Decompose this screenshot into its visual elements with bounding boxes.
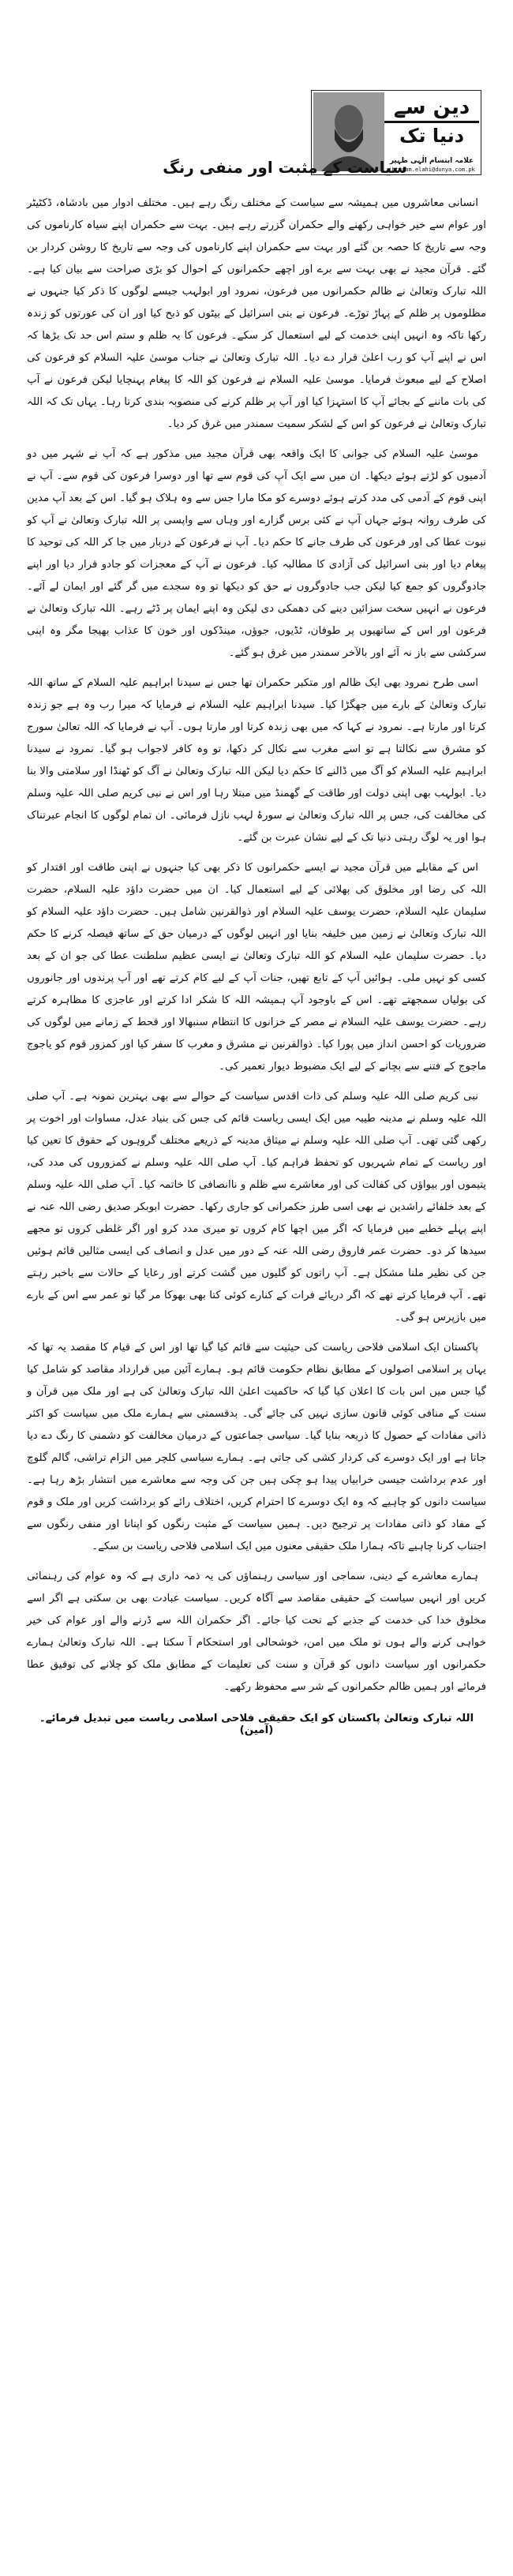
article-title: سیاست کے مثبت اور منفی رنگ: [163, 158, 407, 177]
article-closing: اللہ تبارک وتعالیٰ پاکستان کو ایک حقیقی فلاحی اسلامی ریاست میں تبدیل فرمائے۔ (آمین): [39, 1713, 474, 1736]
logo-line-top: دین سے: [393, 95, 470, 119]
logo-line-bottom: دنیا تک: [384, 121, 479, 145]
article-body: [27, 193, 486, 1698]
article-paragraph: انسانی معاشروں میں ہمیشہ سے سیاست کے مختلف رنگ رہے ہیں۔ مختلف ادوار میں بادشاہ، ڈکٹیٹر اور عوام سے خیر خواہی رکھنے والے حکمران گزرتے رہے ہیں۔ بہت سے حکمران اپنے سیاہ کارناموں کی وجہ سے تاریخ کا حصہ بن گئے اور بہت سے حکمران اپنے کارناموں کی وجہ سے تاریخ کا روشن کردار بن گئے۔ قرآن مجید نے بھی بہت سے برے اور اچھے حکمرانوں کے احوال کو بڑی صراحت سے بیان کیا ہے۔ اللہ تبارک وتعالیٰ نے ظالم حکمرانوں میں فرعون، نمرود اور ابولہب جیسے لوگوں کا ذکر کیا جنہوں نے مظلوموں پر ظلم کے پہاڑ توڑے۔ فرعون نے بنی اسرائیل کے بیٹوں کو ذبح کیا اور ان کی عورتوں کو زندہ رکھا تاکہ وہ انہیں اپنی خدمت کے لیے استعمال کر سکے۔ فرعون کا یہ ظلم و ستم اس حد تک بڑھا کہ اس نے اپنے آپ کو رب اعلیٰ قرار دے دیا۔ اللہ تبارک وتعالیٰ نے جناب موسیٰ علیہ السلام کو فرعون کی اصلاح کے لیے مبعوث فرمایا۔ موسیٰ علیہ السلام نے فرعون کو اللہ کا پیغام پہنچایا لیکن فرعون نے آپ کی بات ماننے کے بجائے آپ کا استہزا کیا اور آپ پر ظلم کرنے کی منصوبہ بندی کرتا رہا۔ یہاں تک کہ اللہ تبارک وتعالیٰ نے فرعون کو اس کے لشکر سمیت سمندر میں غرق کر دیا۔: [27, 197, 486, 430]
article-paragraph: موسیٰ علیہ السلام کی جوانی کا ایک واقعہ بھی قرآن مجید میں مذکور ہے کہ آپ نے شہر میں دو آدمیوں کو لڑتے ہوئے دیکھا۔ ان میں سے ایک آپ کی قوم سے تھا اور دوسرا فرعون کی قوم سے۔ آپ نے اپنی قوم کے آدمی کی مدد کرتے ہوئے دوسرے کو مکا مارا جس سے وہ ہلاک ہو گیا۔ اس کے بعد آپ مدین کی طرف روانہ ہوئے جہاں آپ نے کئی برس گزارے اور وہاں سے واپسی پر اللہ تبارک وتعالیٰ نے آپ کو نبوت عطا کی اور فرعون کی طرف جانے کا حکم دیا۔ آپ نے فرعون کے دربار میں جا کر اللہ کی توحید کا پیغام دیا اور بنی اسرائیل کی آزادی کا مطالبہ کیا۔ فرعون نے آپ کے معجزات کو جادو قرار دیا اور اپنے جادوگروں کو جمع کیا لیکن جب جادوگروں نے حق کو دیکھا تو وہ سجدے میں گر گئے اور ایمان لے آئے۔ فرعون نے انہیں سخت سزائیں دینے کی دھمکی دی لیکن وہ اپنے ایمان پر ڈٹے رہے۔ اللہ تبارک وتعالیٰ نے فرعون اور اس کے ساتھیوں پر طوفان، ٹڈیوں، جوؤں، مینڈکوں اور خون کا عذاب بھیجا مگر وہ اپنی سرکشی سے باز نہ آئے اور بالآخر سمندر میں غرق ہو گئے۔: [27, 448, 486, 659]
article-paragraph: نبی کریم صلی اللہ علیہ وسلم کی ذات اقدس سیاست کے حوالے سے بھی بہترین نمونہ ہے۔ آپ صلی اللہ علیہ وسلم نے مدینہ طیبہ میں ایک ایسی ریاست قائم کی جس کی بنیاد عدل، مساوات اور اخوت پر رکھی گئی تھی۔ آپ صلی اللہ علیہ وسلم نے میثاق مدینہ کے ذریعے مختلف گروہوں کے حقوق کا تعین کیا اور ریاست کے تمام شہریوں کو تحفظ فراہم کیا۔ آپ صلی اللہ علیہ وسلم نے کمزوروں کی مدد کی، یتیموں اور بیواؤں کی کفالت کی اور معاشرے سے ظلم و ناانصافی کا خاتمہ کیا۔ آپ صلی اللہ علیہ وسلم کے بعد خلفائے راشدین نے بھی اسی طرز حکمرانی کو جاری رکھا۔ حضرت ابوبکر صدیق رضی اللہ عنہ نے اپنے پہلے خطبے میں فرمایا کہ اگر میں اچھا کام کروں تو میری مدد کرو اور اگر غلطی کروں تو مجھے سیدھا کر دو۔ حضرت عمر فاروق رضی اللہ عنہ کے دور میں عدل و انصاف کی ایسی مثالیں قائم ہوئیں جن کی نظیر ملنا مشکل ہے۔ آپ راتوں کو گلیوں میں گشت کرتے اور رعایا کے حالات سے باخبر رہتے تھے۔ آپ فرمایا کرتے تھے کہ اگر دریائے فرات کے کنارے کوئی کتا بھی بھوکا مر گیا تو عمر سے اس کے بارے میں بازپرس ہو گی۔: [27, 1091, 486, 1324]
article-paragraph: اس کے مقابلے میں قرآن مجید نے ایسے حکمرانوں کا ذکر بھی کیا جنہوں نے اپنی طاقت اور اقتدار کو اللہ کی رضا اور مخلوق کی بھلائی کے لیے استعمال کیا۔ ان میں حضرت داؤد علیہ السلام، حضرت سلیمان علیہ السلام، حضرت یوسف علیہ السلام اور ذوالقرنین شامل ہیں۔ حضرت داؤد علیہ السلام کو اللہ تبارک وتعالیٰ نے زمین میں خلیفہ بنایا اور انہیں لوگوں کے درمیان حق کے ساتھ فیصلہ کرنے کا حکم دیا۔ حضرت سلیمان علیہ السلام کو اللہ تبارک وتعالیٰ نے ایسی عظیم سلطنت عطا کی جو ان کے بعد کسی کو نہیں ملی۔ ہوائیں آپ کے تابع تھیں، جنات آپ کے لیے کام کرتے تھے اور آپ پرندوں اور جانوروں کی بولیاں سمجھتے تھے۔ اس کے باوجود آپ ہمیشہ اللہ کا شکر ادا کرتے اور عاجزی کا مظاہرہ کرتے رہے۔ حضرت یوسف علیہ السلام نے مصر کے خزانوں کا انتظام سنبھالا اور قحط کے زمانے میں لوگوں کی ضروریات کو احسن انداز میں پورا کیا۔ ذوالقرنین نے مشرق و مغرب کا سفر کیا اور کمزور قوم کو یاجوج ماجوج کے فتنے سے بچانے کے لیے ایک مضبوط دیوار تعمیر کی۔: [27, 862, 486, 1073]
author-name: علامہ ابتسام الٰہی ظہیر: [389, 157, 474, 165]
article-paragraph: اسی طرح نمرود بھی ایک ظالم اور متکبر حکمران تھا جس نے سیدنا ابراہیم علیہ السلام کے ساتھ اللہ تبارک وتعالیٰ کے بارے میں جھگڑا کیا۔ سیدنا ابراہیم علیہ السلام نے فرمایا کہ میرا رب وہ ہے جو زندہ کرتا اور مارتا ہے۔ نمرود نے کہا کہ میں بھی زندہ کرتا اور مارتا ہوں۔ آپ نے فرمایا کہ اللہ تعالیٰ سورج کو مشرق سے نکالتا ہے تو اسے مغرب سے نکال کر دکھا، تو وہ کافر لاجواب ہو گیا۔ نمرود نے سیدنا ابراہیم علیہ السلام کو آگ میں ڈالنے کا حکم دیا لیکن اللہ تبارک وتعالیٰ نے آگ کو ٹھنڈا اور سلامتی والا بنا دیا۔ ابولہب بھی اپنی دولت اور طاقت کے گھمنڈ میں مبتلا رہا اور اس نے نبی کریم صلی اللہ علیہ وسلم کی مخالفت کی، جس پر اللہ تبارک وتعالیٰ نے سورۂ لہب نازل فرمائی۔ ان تمام لوگوں کا انجام عبرتناک ہوا اور یہ لوگ رہتی دنیا تک کے لیے نشان عبرت بن گئے۔: [27, 677, 486, 844]
author-email[interactable]: ibtisam.elahi@dunya.com.pk: [388, 167, 475, 173]
column-header: [27, 14, 486, 177]
column-logo: [384, 92, 479, 155]
article-paragraph: ہمارے معاشرے کے دینی، سماجی اور سیاسی رہنماؤں کی یہ ذمہ داری ہے کہ وہ عوام کی رہنمائی کریں اور انہیں سیاست کے حقیقی مقاصد سے آگاہ کریں۔ سیاست عبادت بھی بن سکتی ہے اگر اسے مخلوق خدا کی خدمت کے جذبے کے تحت کیا جائے۔ اگر حکمران اللہ سے ڈرنے والے اور عوام کی خیر خواہی کرنے والے ہوں تو ملک میں امن، خوشحالی اور استحکام آ سکتا ہے۔ اللہ تبارک وتعالیٰ ہمارے حکمرانوں اور سیاست دانوں کو قرآن و سنت کی تعلیمات کے مطابق ملک کو چلانے کی توفیق عطا فرمائے اور ہمیں ظالم حکمرانوں کے شر سے محفوظ رکھے۔: [27, 1571, 486, 1693]
article-paragraph: پاکستان ایک اسلامی فلاحی ریاست کی حیثیت سے قائم کیا گیا تھا اور اس کے قیام کا مقصد یہ تھا کہ یہاں پر اسلامی اصولوں کے مطابق نظام حکومت قائم ہو۔ ہمارے آئین میں قرارداد مقاصد کو شامل کیا گیا جس میں اس بات کا اعلان کیا گیا کہ حاکمیت اعلیٰ اللہ تبارک وتعالیٰ کی ہے اور ملک میں قرآن و سنت کے منافی کوئی قانون سازی نہیں کی جائے گی۔ بدقسمتی سے ہمارے ملک میں سیاست کو اکثر ذاتی مفادات کے حصول کا ذریعہ بنایا گیا۔ سیاسی جماعتوں کے درمیان مخالفت کو دشمنی کا رنگ دے دیا جاتا ہے اور ایک دوسرے کی کردار کشی کی جاتی ہے۔ ہمارے سیاسی کلچر میں الزام تراشی، گالم گلوچ اور عدم برداشت جیسی خرابیاں پیدا ہو چکی ہیں جن کی وجہ سے معاشرے میں انتشار بڑھ رہا ہے۔ سیاست دانوں کو چاہیے کہ وہ ایک دوسرے کا احترام کریں، اختلاف رائے کو برداشت کریں اور ملک و قوم کے مفاد کو ذاتی مفادات پر ترجیح دیں۔ ہمیں سیاست کے مثبت رنگوں کو اپنانا اور منفی رنگوں سے اجتناب کرنا چاہیے تاکہ ہمارا ملک حقیقی معنوں میں ایک اسلامی فلاحی ریاست بن سکے۔: [27, 1342, 486, 1552]
